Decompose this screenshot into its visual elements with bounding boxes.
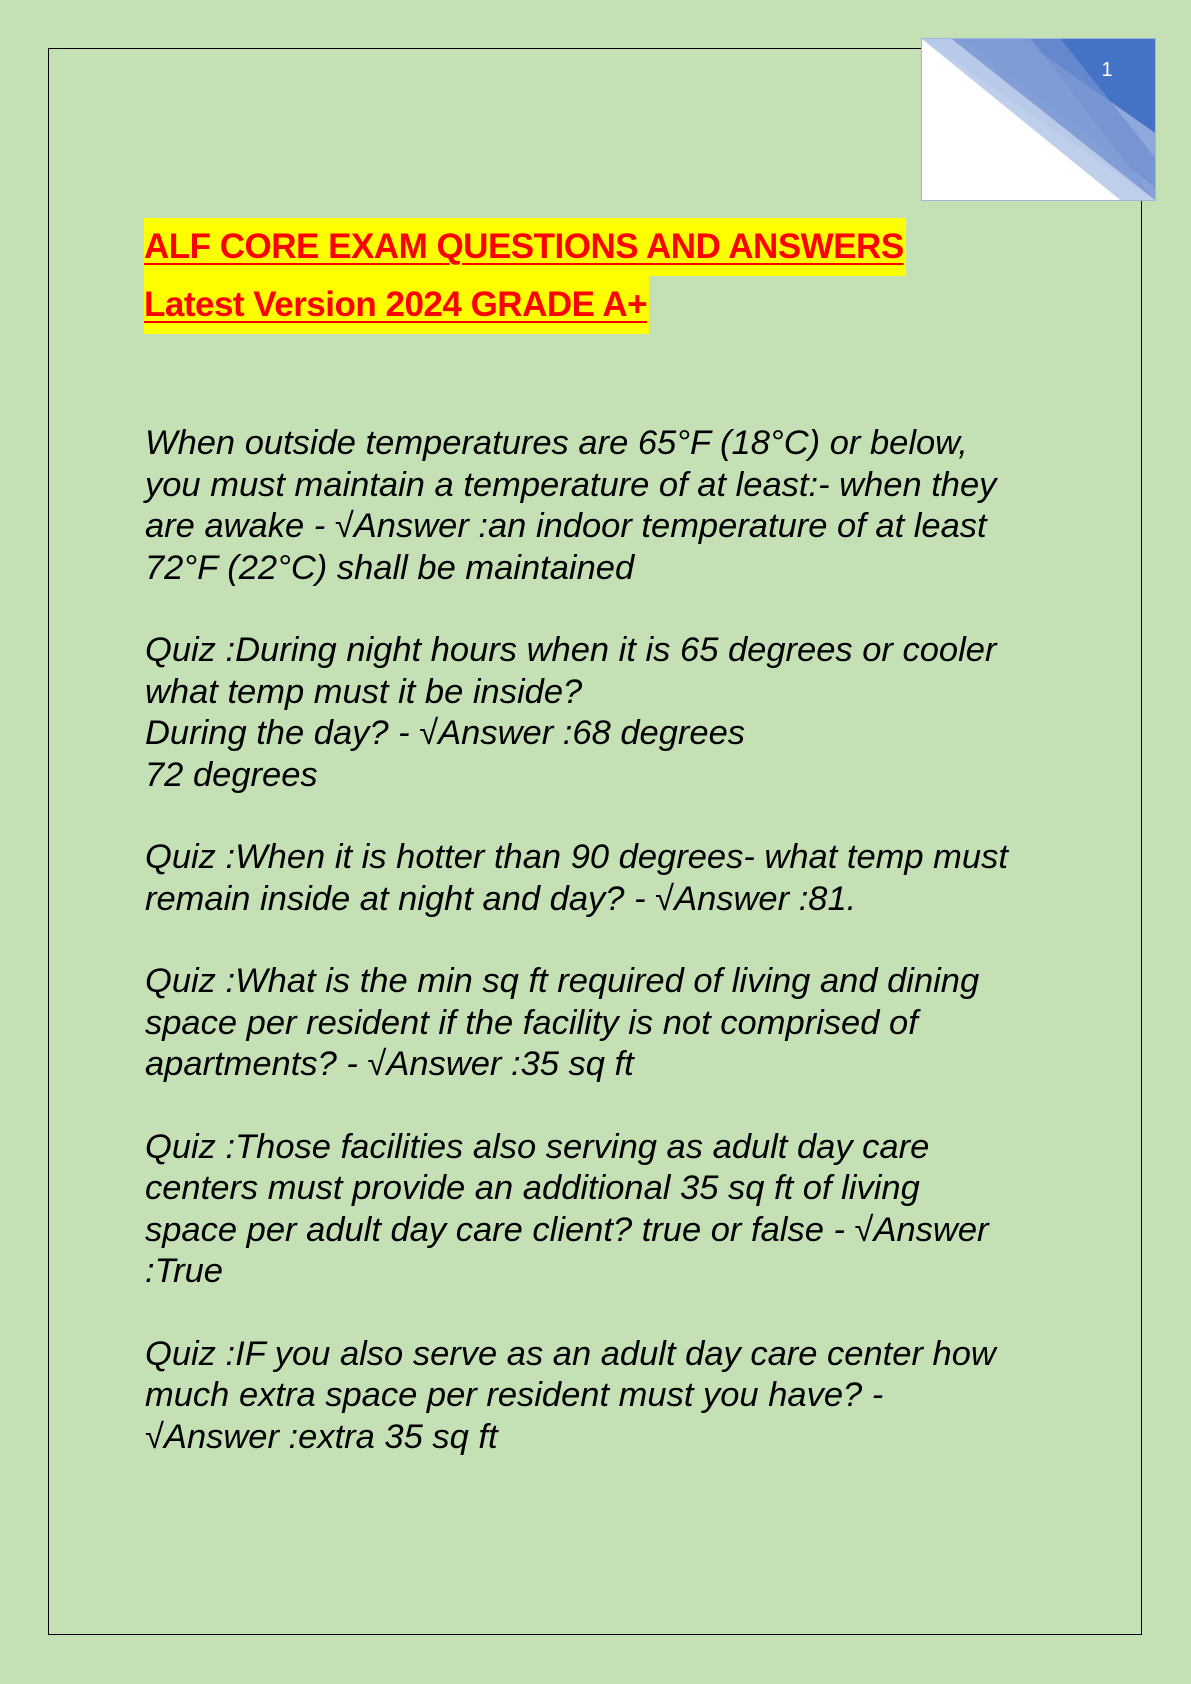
qa-item-night-day-temp: Quiz :During night hours when it is 65 degrees or cooler what temp must it be inside? During the day? - √Answer :68 degrees 72 degrees <box>145 631 997 794</box>
title-line-2: Latest Version 2024 GRADE A+ <box>144 276 649 334</box>
qa-item-adult-day-care-space: Quiz :Those facilities also serving as adult day care centers must provide an additional 35 sq ft of living space per adult day care client? true or false - √Answer :True <box>145 1127 989 1290</box>
corner-triangles-graphic <box>922 39 1155 200</box>
page-number: 1 <box>1101 59 1113 81</box>
qa-item-min-living-space: Quiz :What is the min sq ft required of living and dining space per resident if the facility is not comprised of apartments? - √Answer :35 sq ft <box>145 962 980 1083</box>
qa-list <box>145 423 1065 1499</box>
title-line-1: ALF CORE EXAM QUESTIONS AND ANSWERS <box>144 218 906 276</box>
document-title <box>144 218 906 334</box>
qa-item-extra-space: Quiz :IF you also serve as an adult day care center how much extra space per resident must you have? - √Answer :extra 35 sq ft <box>145 1334 996 1456</box>
qa-item-indoor-temperature: When outside temperatures are 65°F (18°C) or below, you must maintain a temperature of at least:- when they are awake - √Answer :an indoor temperature of at least 72°F (22°C) shall be maintained <box>145 424 997 587</box>
corner-decoration <box>921 38 1156 201</box>
qa-item-hot-weather-temp: Quiz :When it is hotter than 90 degrees- what temp must remain inside at night and day? - √Answer :81. <box>145 838 1008 918</box>
